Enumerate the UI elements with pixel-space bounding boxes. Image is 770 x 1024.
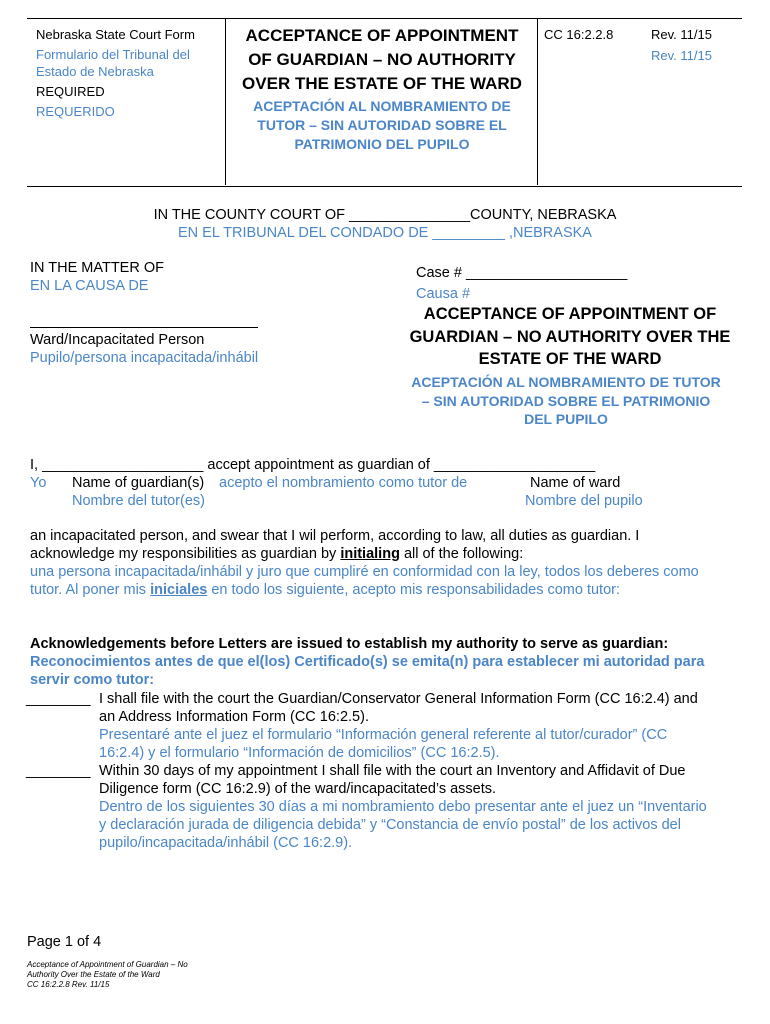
oath-en-text: acknowledge my responsibilities as guardian by [30, 546, 341, 562]
ack-item-1 [99, 690, 749, 762]
guardian-name-label-en: Name of guardian(s) [72, 475, 205, 491]
ack-item-2-es-1: Dentro de los siguientes 30 días a mi nombramiento debo presentar ante el juez un “Inventario [99, 799, 707, 815]
ack-item-2-en-1: Within 30 days of my appointment I shall file with the court an Inventory and Affidavit of Due [99, 763, 686, 779]
footer-line-3: CC 16:2.2.8 Rev. 11/15 [27, 980, 110, 989]
ward-name-line [30, 327, 258, 328]
required-en: REQUIRED [36, 84, 105, 99]
header-divider-right [537, 18, 538, 185]
footer-line-1: Acceptance of Appointment of Guardian – No [27, 960, 188, 969]
form-number: CC 16:2.2.8 [544, 27, 614, 42]
footer-form-ref [27, 960, 188, 990]
form-title-en: ACCEPTANCE OF APPOINTMENT OF GUARDIAN – NO AUTHORITY OVER THE ESTATE OF THE WARD [242, 26, 522, 93]
ack-item-1-es-1: Presentaré ante el juez el formulario “Información general referente al tutor/curador” (CC [99, 727, 668, 743]
oath-en-text-end: all of the following: [399, 546, 524, 562]
iniciales-emphasis: iniciales [150, 582, 208, 598]
oath-en-line-2 [30, 545, 750, 563]
ack-heading-en: Acknowledgements before Letters are issued to establish my authority to serve as guardian: [30, 636, 669, 652]
court-line-en: IN THE COUNTY COURT OF _______________COUNTY, NEBRASKA [153, 207, 617, 223]
ack-item-1-es-2: 16:2.4) y el formulario “Información de domicilios” (CC 16:2.5). [99, 745, 500, 761]
guardian-name-label-es: Nombre del tutor(es) [72, 493, 205, 509]
oath-en-line-1: an incapacitated person, and swear that I wil perform, according to law, all duties as guardian. I [30, 528, 640, 544]
oath-es-line-1: una persona incapacitada/inhábil y juro que cumpliré en conformidad con la ley, todos los deberes como [30, 564, 699, 580]
revision-en: Rev. 11/15 [651, 27, 712, 42]
case-title-es: ACEPTACIÓN AL NOMBRAMIENTO DE TUTOR – SIN AUTORIDAD SOBRE EL PATRIMONIO DEL PUPILO [411, 374, 721, 427]
ward-name-label-en: Name of ward [530, 475, 621, 491]
ack-heading-es-2: servir como tutor: [30, 672, 155, 688]
oath-yo: Yo [30, 475, 47, 491]
ack-item-2 [99, 762, 749, 852]
form-name-en: Nebraska State Court Form [36, 27, 195, 42]
accept-text-es: acepto el nombramiento como tutor de [219, 475, 468, 491]
header-form-info [36, 26, 221, 120]
matter-label-es: EN LA CAUSA DE [30, 278, 149, 294]
footer-line-2: Authority Over the Estate of the Ward [27, 970, 160, 979]
matter-label-en: IN THE MATTER OF [30, 260, 164, 276]
ack-item-2-en-2: Diligence form (CC 16:2.9) of the ward/incapacitated’s assets. [99, 781, 497, 797]
header-title [236, 24, 528, 154]
ward-label-en: Ward/Incapacitated Person [30, 332, 205, 348]
court-line-es: EN EL TRIBUNAL DEL CONDADO DE _________ ,NEBRASKA [178, 225, 592, 241]
header-divider-left [225, 18, 226, 185]
oath-paragraph-en [30, 527, 750, 599]
revision-es: Rev. 11/15 [651, 48, 712, 63]
oath-es-text-end: en todo los siguiente, acepto mis responsabilidades como tutor: [207, 582, 621, 598]
case-label-es: Causa # [416, 286, 471, 302]
required-es: REQUERIDO [36, 104, 115, 119]
oath-es-text: tutor. Al poner mis [30, 582, 151, 598]
oath-es-line-2 [30, 581, 750, 599]
initialing-emphasis: initialing [340, 546, 400, 562]
ack-initial-blank-2[interactable]: ________ [26, 763, 91, 779]
page-number: Page 1 of 4 [27, 934, 102, 950]
ack-item-1-en-1: I shall file with the court the Guardian/Conservator General Information Form (CC 16:2.4) and [99, 691, 698, 707]
oath-line: I, ____________________ accept appointment as guardian of ____________________ [30, 457, 596, 473]
ward-label-es: Pupilo/persona incapacitada/inhábil [30, 350, 259, 366]
ack-item-2-es-2: y declaración jurada de diligencia debida” y “Constancia de envío postal” de los activos del [99, 817, 681, 833]
ack-item-2-es-3: pupilo/incapacitada/inhábil (CC 16:2.9). [99, 835, 353, 851]
ack-initial-blank-1[interactable]: ________ [26, 691, 91, 707]
form-title-es: ACEPTACIÓN AL NOMBRAMIENTO DE TUTOR – SIN AUTORIDAD SOBRE EL PATRIMONIO DEL PUPILO [253, 98, 511, 152]
case-number-field: Case # ____________________ [416, 265, 628, 281]
form-name-es: Formulario del Tribunal del Estado de Nebraska [36, 47, 190, 79]
ack-heading-es-1: Reconocimientos antes de que el(los) Certificado(s) se emita(n) para establecer mi autoridad para [30, 654, 705, 670]
ward-name-label-es: Nombre del pupilo [525, 493, 643, 509]
ack-item-1-en-2: an Address Information Form (CC 16:2.5). [99, 709, 369, 725]
case-title-en: ACCEPTANCE OF APPOINTMENT OF GUARDIAN – NO AUTHORITY OVER THE ESTATE OF THE WARD [409, 305, 731, 368]
